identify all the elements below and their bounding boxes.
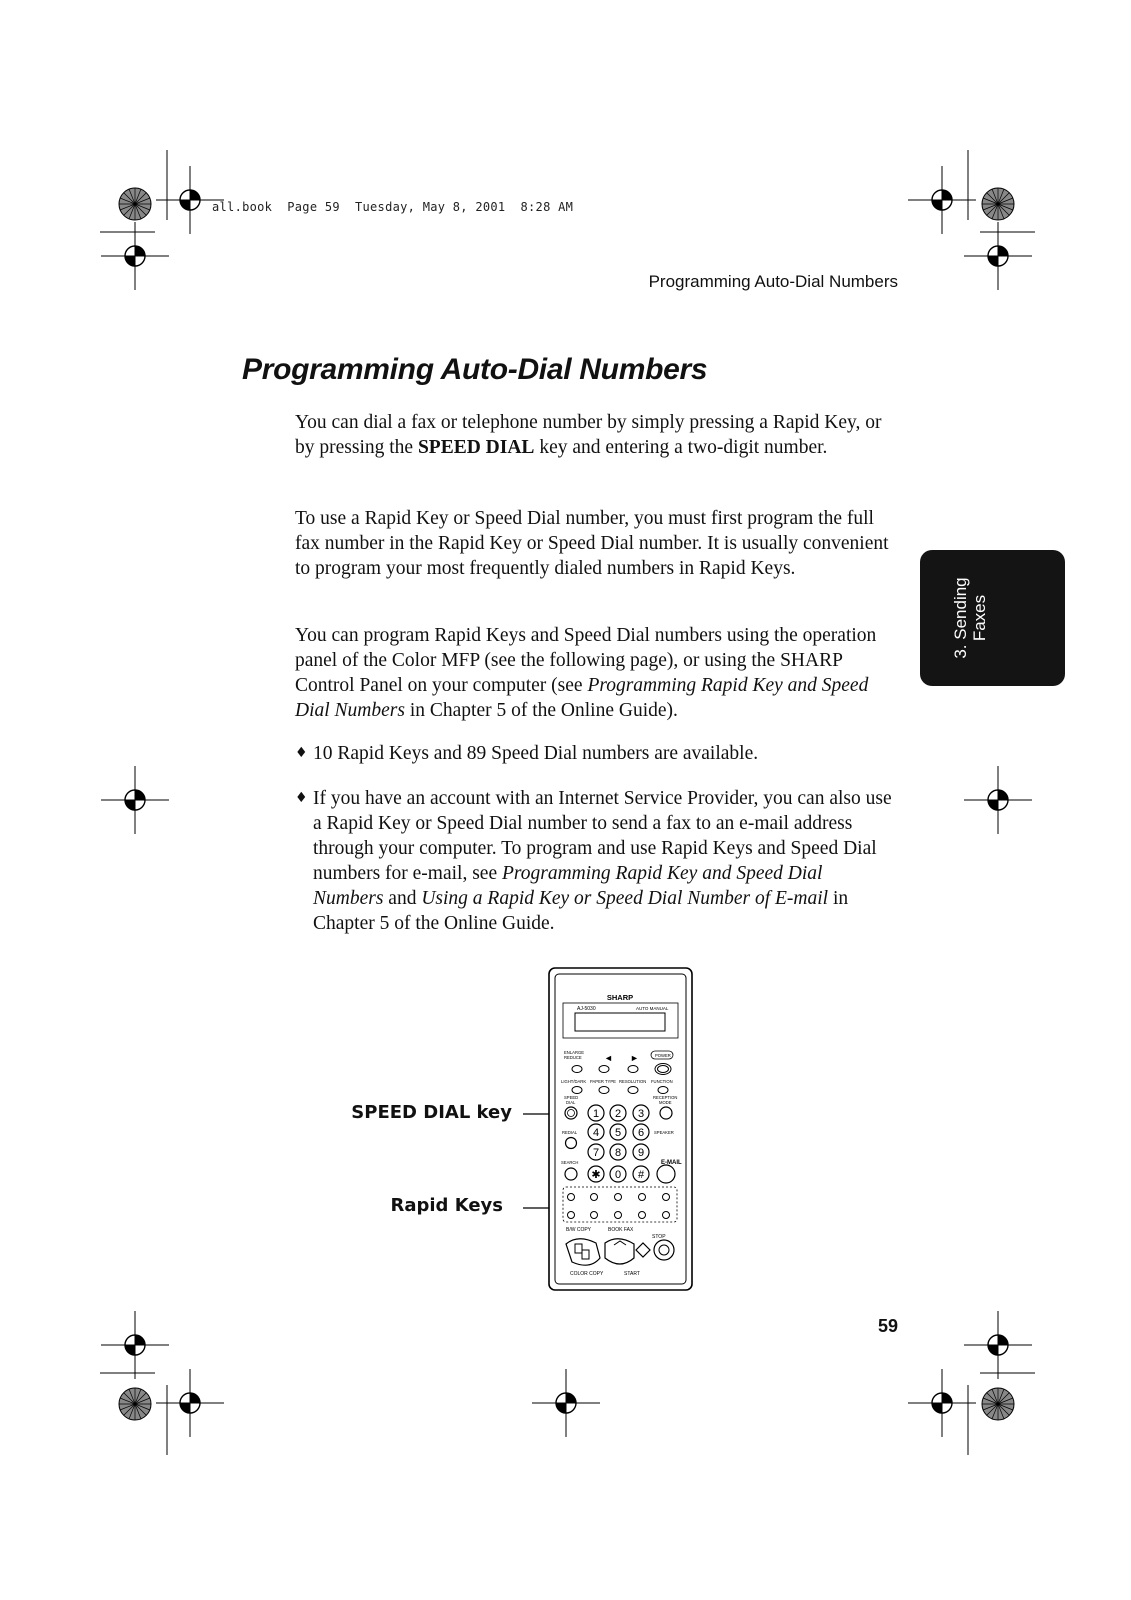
- bullet-mark: ♦: [295, 790, 308, 806]
- page-title: Programming Auto-Dial Numbers: [242, 353, 708, 386]
- speed-dial-term: SPEED DIAL: [417, 437, 535, 458]
- svg-text:DIAL: DIAL: [566, 1100, 576, 1105]
- svg-text:FUNCTION: FUNCTION: [651, 1079, 673, 1084]
- svg-text:3: 3: [637, 1108, 645, 1120]
- svg-text:LIGHT/DARK: LIGHT/DARK: [561, 1079, 587, 1084]
- svg-text:BOOK FAX: BOOK FAX: [608, 1227, 634, 1233]
- svg-text:MODE: MODE: [659, 1100, 672, 1105]
- running-head: Programming Auto-Dial Numbers: [648, 272, 898, 291]
- svg-text:AUTO MANUAL: AUTO MANUAL: [636, 1006, 669, 1011]
- svg-text:4: 4: [592, 1127, 600, 1139]
- speed-dial-callout: SPEED DIAL key: [351, 1102, 512, 1123]
- svg-text:0: 0: [614, 1169, 622, 1181]
- svg-text:REDUCE: REDUCE: [564, 1055, 582, 1060]
- svg-text:✱: ✱: [591, 1169, 601, 1181]
- svg-text:7: 7: [592, 1147, 600, 1159]
- svg-text:◄: ◄: [604, 1053, 613, 1063]
- svg-text:8: 8: [614, 1147, 622, 1159]
- svg-text:9: 9: [637, 1147, 645, 1159]
- svg-text:REDIAL: REDIAL: [562, 1130, 578, 1135]
- rapid-keys-callout: Rapid Keys: [390, 1195, 503, 1216]
- cross-reference: Programming Rapid Key and Speed Dial Numbers: [295, 675, 869, 721]
- bullet-mark: ♦: [295, 745, 308, 761]
- svg-text:COLOR COPY: COLOR COPY: [570, 1271, 604, 1277]
- intro-paragraph: You can dial a fax or telephone number by simply pressing a Rapid Key, or by pressing the SPEED DIAL key and entering a two-digit number.: [295, 412, 882, 458]
- svg-text:SPEED: SPEED: [564, 1095, 579, 1100]
- program-paragraph: To use a Rapid Key or Speed Dial number, you must first program the full fax number in the Rapid Key or Speed Dial number. It is usually convenient to program your most frequently dialed numbers in Rapid Keys.: [295, 508, 889, 579]
- svg-text:SEARCH: SEARCH: [561, 1160, 579, 1165]
- svg-text:#: #: [637, 1169, 645, 1181]
- numeric-keypad: [588, 1105, 649, 1182]
- panel-brand: SHARP: [606, 993, 634, 1002]
- svg-text:STOP: STOP: [652, 1234, 666, 1240]
- svg-text:6: 6: [637, 1127, 645, 1139]
- bullet-rapid-keys: ♦ 10 Rapid Keys and 89 Speed Dial numbers are available.: [295, 743, 759, 764]
- file-slug: all.book Page 59 Tuesday, May 8, 2001 8:28 AM: [212, 200, 574, 214]
- svg-text:E-MAIL: E-MAIL: [661, 1160, 682, 1166]
- svg-text:POWER: POWER: [655, 1053, 671, 1058]
- svg-text:B/W COPY: B/W COPY: [566, 1227, 592, 1233]
- svg-text:RESOLUTION: RESOLUTION: [619, 1079, 647, 1084]
- control-panel-paragraph: You can program Rapid Keys and Speed Dial numbers using the operation panel of the Color MFP (see the following page), or using the SHARP Control Panel on your computer (see Programming Rapid Key and Speed Dial Numbers in Chapter 5 of the Online Guide).: [295, 625, 877, 721]
- svg-text:RECEPTION: RECEPTION: [653, 1095, 678, 1100]
- chapter-tab-label: 3. Sending Faxes: [951, 577, 989, 659]
- svg-text:AJ-5030: AJ-5030: [577, 1006, 596, 1012]
- svg-text:5: 5: [614, 1127, 622, 1139]
- svg-text:START: START: [624, 1271, 640, 1277]
- svg-text:PAPER TYPE: PAPER TYPE: [590, 1079, 616, 1084]
- svg-text:1: 1: [592, 1108, 600, 1120]
- svg-text:►: ►: [630, 1053, 639, 1063]
- svg-text:2: 2: [614, 1108, 622, 1120]
- svg-text:ENLARGE: ENLARGE: [564, 1050, 585, 1055]
- bullet-email: ♦ If you have an account with an Internet Service Provider, you can also use a Rapid Key or Speed Dial number to send a fax to an e-mail address through your computer. To program and use Rapid Keys and Speed Dial numbers for e-mail, see Programming Rapid Key and Speed Dial Numbers and Using a Rapid Key or Speed Dial Number of E-mail in Chapter 5 of the Online Guide.: [295, 788, 892, 934]
- page-number: 59: [877, 1316, 898, 1336]
- svg-text:SPEAKER: SPEAKER: [654, 1130, 674, 1135]
